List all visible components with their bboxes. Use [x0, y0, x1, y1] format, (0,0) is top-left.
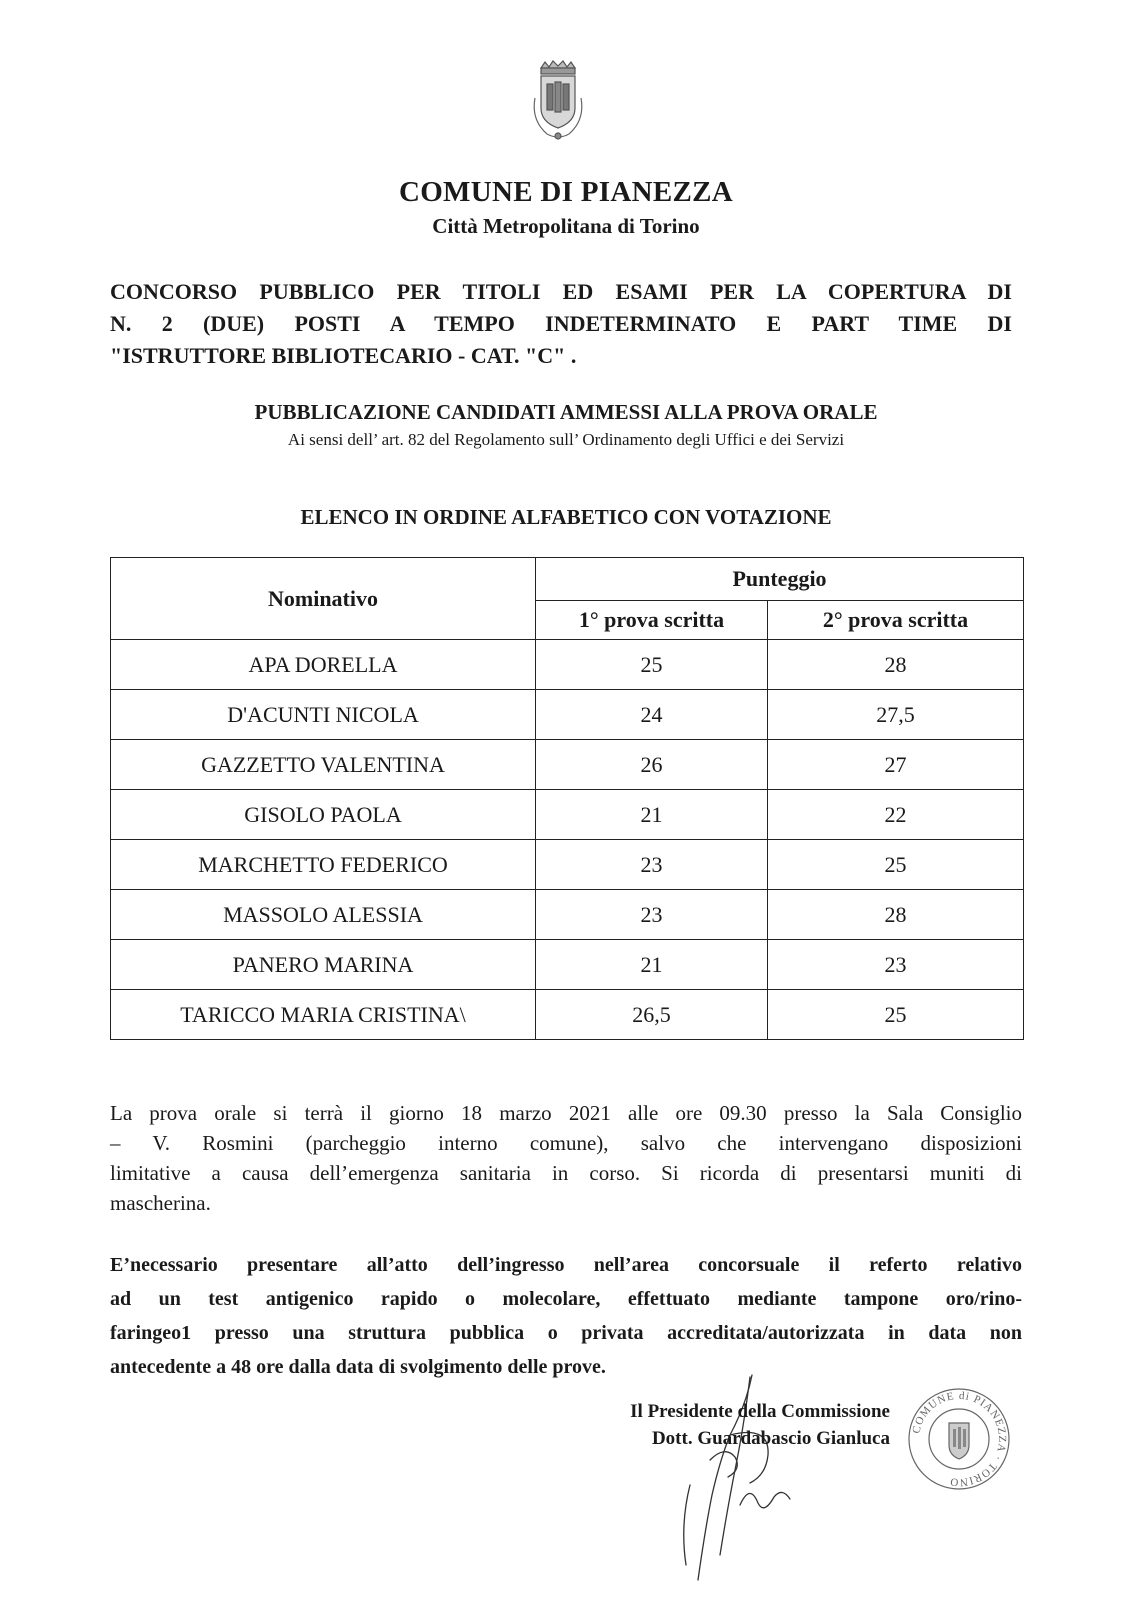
second-exam-score: 27: [768, 740, 1024, 790]
candidate-name: GAZZETTO VALENTINA: [111, 740, 536, 790]
second-exam-score: 28: [768, 890, 1024, 940]
signature-name: Dott. Guardabascio Gianluca: [651, 1428, 890, 1449]
candidate-name: TARICCO MARIA CRISTINA\: [111, 990, 536, 1040]
table-row: [111, 740, 1024, 790]
list-title: ELENCO IN ORDINE ALFABETICO CON VOTAZIONE: [300, 505, 832, 529]
exam-info-paragraph: [110, 1098, 1022, 1218]
candidate-name: MARCHETTO FEDERICO: [111, 840, 536, 890]
first-exam-score: 25: [536, 640, 768, 690]
candidate-name: D'ACUNTI NICOLA: [111, 690, 536, 740]
second-exam-score: 25: [768, 840, 1024, 890]
candidate-name: GISOLO PAOLA: [111, 790, 536, 840]
table-row: [111, 640, 1024, 690]
official-stamp-icon: [905, 1385, 1013, 1493]
paragraph-line: mascherina.: [110, 1191, 211, 1215]
first-exam-score: 23: [536, 890, 768, 940]
paragraph-line: La prova orale si terrà il giorno 18 marzo 2021 alle ore 09.30 presso la Sala Consiglio: [110, 1101, 1022, 1125]
second-exam-score: 27,5: [768, 690, 1024, 740]
paragraph-line: – V. Rosmini (parcheggio interno comune), salvo che intervengano disposizioni: [110, 1131, 1022, 1155]
second-exam-score: 25: [768, 990, 1024, 1040]
concorso-heading: [110, 276, 1012, 372]
paragraph-line: faringeo1 presso una struttura pubblica o privata accreditata/autorizzata in data non: [110, 1322, 1022, 1344]
signature-role: Il Presidente della Commissione: [630, 1401, 890, 1422]
scores-table: [110, 557, 1024, 1040]
candidate-name: PANERO MARINA: [111, 940, 536, 990]
first-exam-score: 21: [536, 940, 768, 990]
column-header-second-exam: 2° prova scritta: [768, 601, 1024, 640]
table-row: [111, 940, 1024, 990]
concorso-line: N. 2 (DUE) POSTI A TEMPO INDETERMINATO E PART TIME DI: [110, 311, 1012, 336]
first-exam-score: 21: [536, 790, 768, 840]
stamp-text: COMUNE di PIANEZZA · TORINO: [910, 1389, 1009, 1489]
publication-title: PUBBLICAZIONE CANDIDATI AMMESSI ALLA PROVA ORALE: [254, 400, 878, 424]
column-header-first-exam: 1° prova scritta: [536, 601, 768, 640]
publication-reference: Ai sensi dell’ art. 82 del Regolamento sull’ Ordinamento degli Uffici e dei Servizi: [287, 430, 845, 449]
signature-block: [560, 1398, 890, 1452]
column-group-header: Punteggio: [536, 558, 1024, 601]
table-row: [111, 690, 1024, 740]
second-exam-score: 23: [768, 940, 1024, 990]
candidate-name: APA DORELLA: [111, 640, 536, 690]
first-exam-score: 23: [536, 840, 768, 890]
second-exam-score: 22: [768, 790, 1024, 840]
candidate-name: MASSOLO ALESSIA: [111, 890, 536, 940]
first-exam-score: 26,5: [536, 990, 768, 1040]
table-row: [111, 840, 1024, 890]
first-exam-score: 26: [536, 740, 768, 790]
column-header-name: Nominativo: [111, 558, 536, 640]
page-subtitle: Città Metropolitana di Torino: [432, 214, 700, 238]
concorso-line: CONCORSO PUBBLICO PER TITOLI ED ESAMI PER LA COPERTURA DI: [110, 279, 1012, 304]
first-exam-score: 24: [536, 690, 768, 740]
paragraph-line: limitative a causa dell’emergenza sanitaria in corso. Si ricorda di presentarsi muniti di: [110, 1161, 1022, 1185]
paragraph-line: E’necessario presentare all’atto dell’ingresso nell’area concorsuale il referto relativo: [110, 1254, 1022, 1276]
paragraph-line: ad un test antigenico rapido o molecolare, effettuato mediante tampone oro/rino-: [110, 1288, 1022, 1310]
concorso-line: "ISTRUTTORE BIBLIOTECARIO - CAT. "C" .: [110, 343, 577, 368]
second-exam-score: 28: [768, 640, 1024, 690]
page-title: COMUNE DI PIANEZZA: [398, 176, 734, 208]
table-row: [111, 990, 1024, 1040]
table-row: [111, 890, 1024, 940]
municipal-crest-icon: [527, 58, 589, 142]
table-row: [111, 790, 1024, 840]
covid-test-notice: [110, 1248, 1022, 1384]
paragraph-line: antecedente a 48 ore dalla data di svolgimento delle prove.: [110, 1356, 606, 1378]
